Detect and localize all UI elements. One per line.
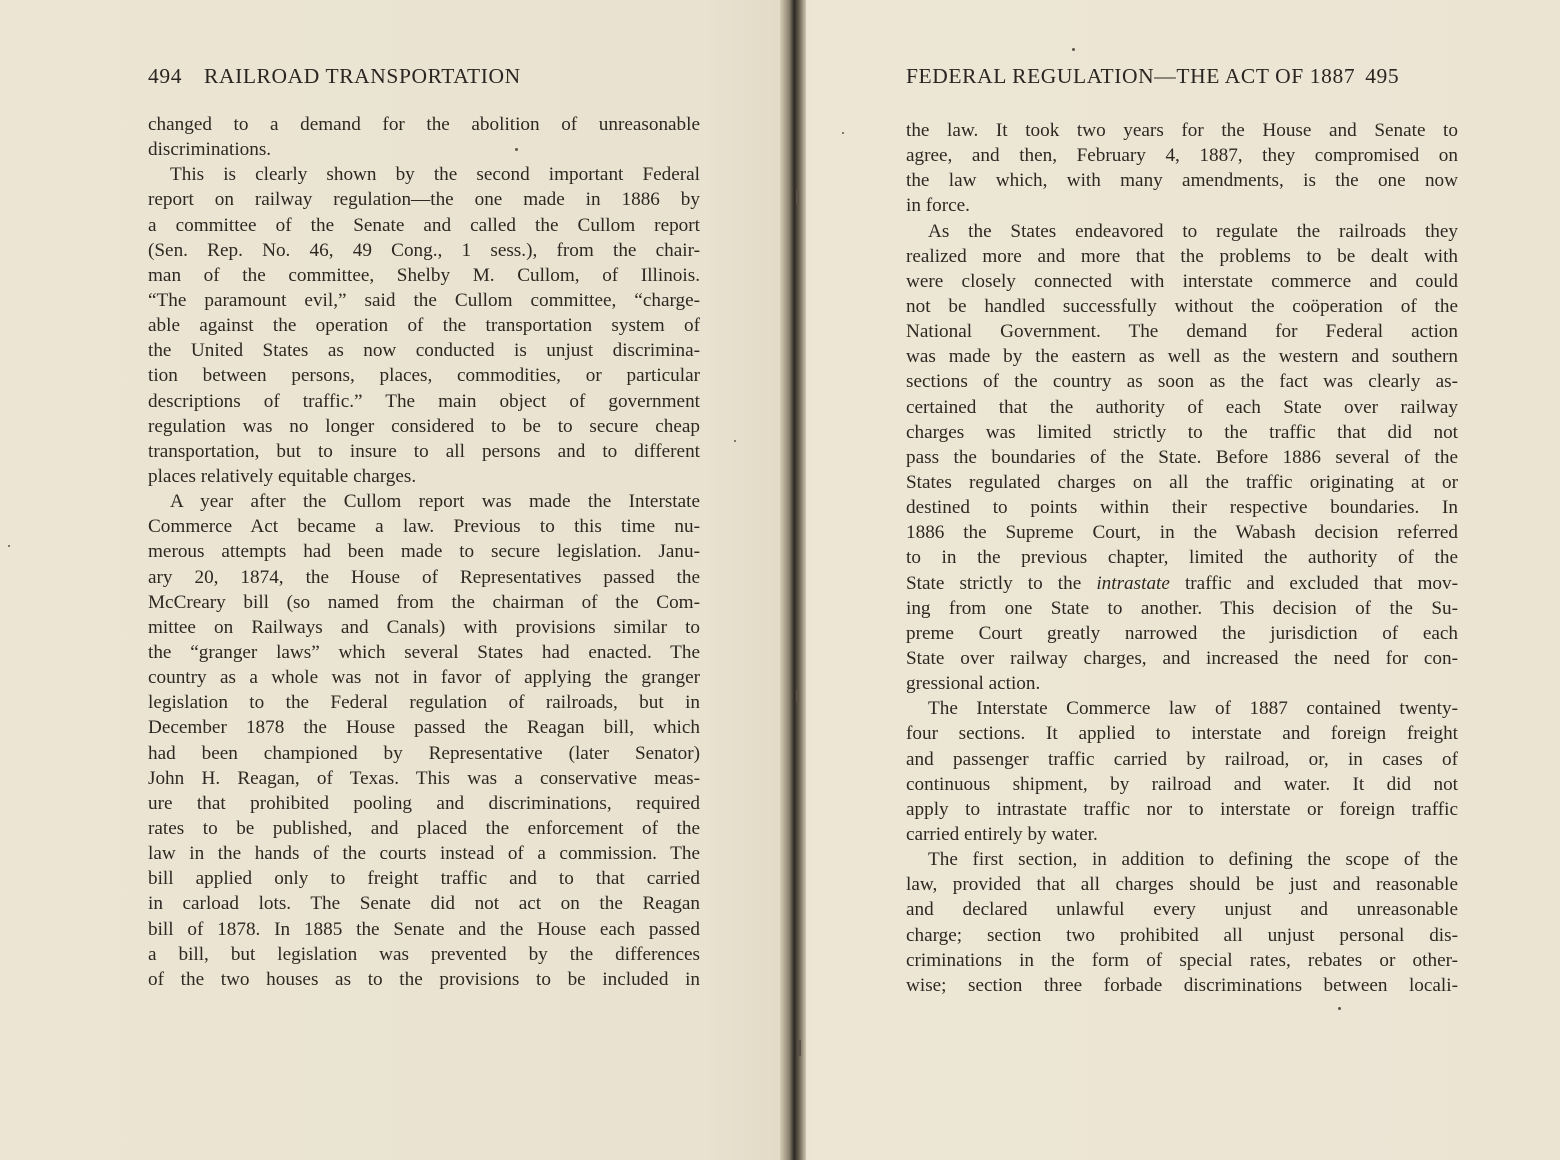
text-line: criminations in the form of special rates, rebates or other- xyxy=(906,949,1458,971)
text-line: 1886 the Supreme Court, in the Wabash decision referred xyxy=(906,522,1458,544)
text-line: the United States as now conducted is unjust discrimina- xyxy=(148,340,700,362)
text-line: country as a whole was not in favor of applying the granger xyxy=(148,667,700,689)
text-line: charge; section two prohibited all unjust personal dis- xyxy=(906,924,1458,946)
text-line: December 1878 the House passed the Reagan bill, which xyxy=(148,717,700,739)
paper-speck xyxy=(515,148,518,151)
text-line: the “granger laws” which several States had enacted. The xyxy=(148,641,700,663)
paper-speck xyxy=(842,132,844,134)
text-line: preme Court greatly narrowed the jurisdiction of each xyxy=(906,622,1458,644)
text-line: ure that prohibited pooling and discriminations, required xyxy=(148,792,700,814)
text-line: agree, and then, February 4, 1887, they compromised on xyxy=(906,145,1458,167)
text-line: discriminations. xyxy=(148,139,272,161)
text-line: were closely connected with interstate commerce and could xyxy=(906,270,1458,292)
text-line: wise; section three forbade discriminations between locali- xyxy=(906,974,1458,996)
text-line: places relatively equitable charges. xyxy=(148,465,417,487)
text-line: certained that the authority of each State over railway xyxy=(906,396,1458,418)
text-line: law in the hands of the courts instead of a commission. The xyxy=(148,843,700,865)
left-page-body xyxy=(148,112,700,992)
gutter-thread-mark xyxy=(798,1040,801,1056)
text-line: The Interstate Commerce law of 1887 contained twenty- xyxy=(928,698,1458,720)
text-line: “The paramount evil,” said the Cullom committee, “charge- xyxy=(148,289,700,311)
text-line: pass the boundaries of the State. Before 1886 several of the xyxy=(906,446,1458,468)
text-line: State strictly to the intrastate traffic and excluded that mov- xyxy=(906,572,1458,594)
text-line: McCreary bill (so named from the chairman of the Com- xyxy=(148,591,700,613)
text-line: apply to intrastate traffic nor to interstate or foreign traffic xyxy=(906,798,1458,820)
text-line: not be handled successfully without the coöperation of the xyxy=(906,295,1458,317)
text-line: As the States endeavored to regulate the railroads they xyxy=(928,220,1458,242)
text-line: a committee of the Senate and called the Cullom report xyxy=(148,214,700,236)
left-page-number: 494 xyxy=(148,64,183,88)
text-line: sections of the country as soon as the fact was clearly as- xyxy=(906,371,1458,393)
text-line: to in the previous chapter, limited the authority of the xyxy=(906,547,1458,569)
text-line: transportation, but to insure to all persons and to different xyxy=(148,440,700,462)
text-line: carried entirely by water. xyxy=(906,823,1098,845)
right-running-head: FEDERAL REGULATION—THE ACT OF 1887 xyxy=(906,64,1356,88)
text-line: charges was limited strictly to the traffic that did not xyxy=(906,421,1458,443)
text-line: four sections. It applied to interstate and foreign freight xyxy=(906,723,1458,745)
text-line: in force. xyxy=(906,195,970,217)
gutter-thread-mark xyxy=(796,190,799,204)
text-line: legislation to the Federal regulation of railroads, but in xyxy=(148,692,700,714)
right-page xyxy=(806,0,1560,1160)
text-line: bill of 1878. In 1885 the Senate and the House each passed xyxy=(148,918,700,940)
book-gutter xyxy=(780,0,806,1160)
gutter-thread-mark xyxy=(796,690,799,702)
text-line: A year after the Cullom report was made the Interstate xyxy=(170,491,700,513)
right-page-number: 495 xyxy=(1365,64,1400,88)
text-line: in carload lots. The Senate did not act on the Reagan xyxy=(148,893,700,915)
text-line: (Sen. Rep. No. 46, 49 Cong., 1 sess.), from the chair- xyxy=(148,239,700,261)
text-line: rates to be published, and placed the enforcement of the xyxy=(148,817,700,839)
text-line: and declared unlawful every unjust and unreasonable xyxy=(906,899,1458,921)
right-page-header xyxy=(906,64,1458,89)
text-line: destined to points within their respective boundaries. In xyxy=(906,497,1458,519)
text-line: regulation was no longer considered to be to secure cheap xyxy=(148,415,700,437)
text-line: report on railway regulation—the one made in 1886 by xyxy=(148,189,700,211)
text-line: John H. Reagan, of Texas. This was a conservative meas- xyxy=(148,767,700,789)
text-line: ary 20, 1874, the House of Representatives passed the xyxy=(148,566,700,588)
paper-speck xyxy=(8,545,10,547)
text-line: This is clearly shown by the second important Federal xyxy=(170,164,700,186)
left-running-head: RAILROAD TRANSPORTATION xyxy=(204,64,521,88)
paper-speck xyxy=(1072,48,1075,51)
text-line: and passenger traffic carried by railroad, or, in cases of xyxy=(906,748,1458,770)
text-line: States regulated charges on all the traffic originating at or xyxy=(906,471,1458,493)
text-line: merous attempts had been made to secure legislation. Janu- xyxy=(148,541,700,563)
paper-speck xyxy=(1338,1007,1341,1010)
text-line: continuous shipment, by railroad and water. It did not xyxy=(906,773,1458,795)
text-line: man of the committee, Shelby M. Cullom, of Illinois. xyxy=(148,264,700,286)
text-line: changed to a demand for the abolition of unreasonable xyxy=(148,114,700,135)
text-line: the law which, with many amendments, is the one now xyxy=(906,170,1458,192)
text-line: the law. It took two years for the House and Senate to xyxy=(906,120,1458,141)
text-line: of the two houses as to the provisions to be included in xyxy=(148,968,700,990)
text-line: mittee on Railways and Canals) with provisions similar to xyxy=(148,616,700,638)
paper-speck xyxy=(734,440,736,442)
text-line: was made by the eastern as well as the western and southern xyxy=(906,346,1458,368)
text-line: realized more and more that the problems to be dealt with xyxy=(906,245,1458,267)
left-page-header xyxy=(148,64,700,89)
text-line: State over railway charges, and increased the need for con- xyxy=(906,647,1458,669)
text-line: law, provided that all charges should be just and reasonable xyxy=(906,874,1458,896)
text-line: National Government. The demand for Federal action xyxy=(906,321,1458,343)
text-line: able against the operation of the transportation system of xyxy=(148,315,700,337)
text-line: had been championed by Representative (later Senator) xyxy=(148,742,700,764)
text-line: descriptions of traffic.” The main object of government xyxy=(148,390,700,412)
text-line: The first section, in addition to defining the scope of the xyxy=(928,849,1458,871)
right-page-body xyxy=(906,118,1458,998)
text-line: Commerce Act became a law. Previous to this time nu- xyxy=(148,516,700,538)
text-line: bill applied only to freight traffic and to that carried xyxy=(148,868,700,890)
text-line: a bill, but legislation was prevented by the differences xyxy=(148,943,700,965)
text-line: gressional action. xyxy=(906,673,1041,695)
text-line: ing from one State to another. This decision of the Su- xyxy=(906,597,1458,619)
text-line: tion between persons, places, commodities, or particular xyxy=(148,365,700,387)
